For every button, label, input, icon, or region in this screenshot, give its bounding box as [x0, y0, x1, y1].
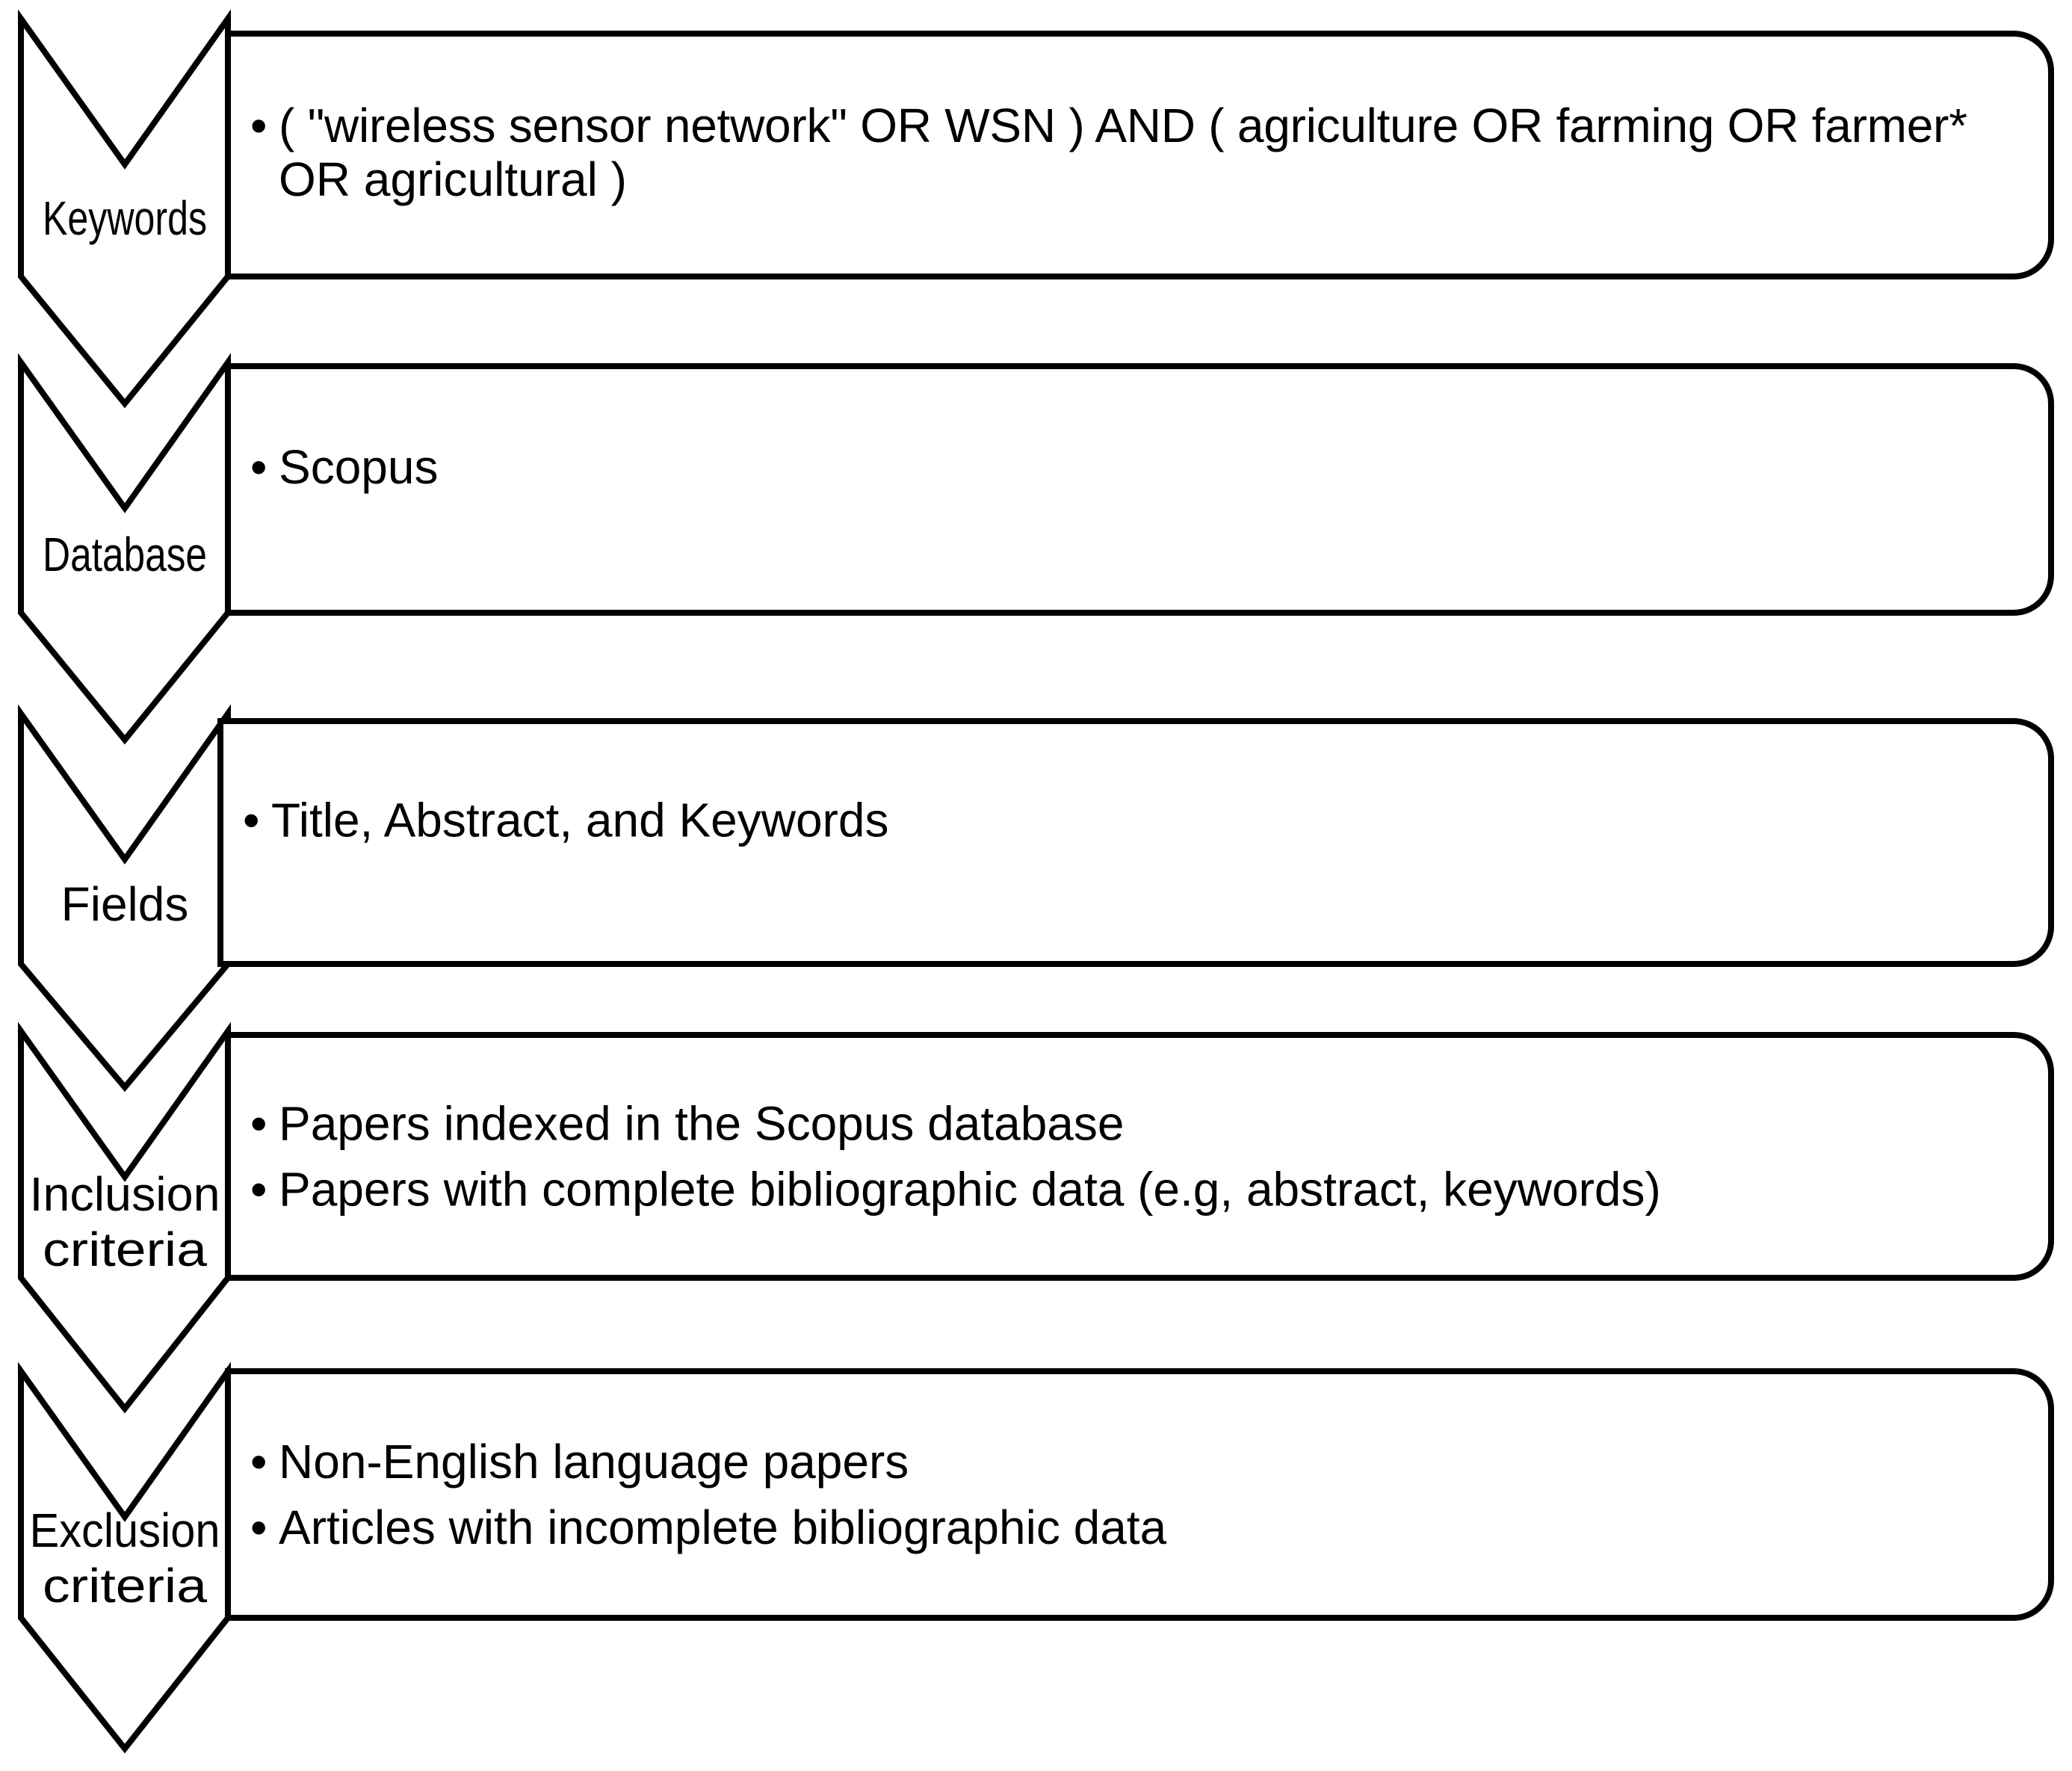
step-label: Database: [43, 528, 207, 581]
step-box: [228, 1371, 2051, 1618]
bullet-text: Articles with incomplete bibliographic data: [279, 1500, 1167, 1554]
bullet-icon: •: [250, 1435, 267, 1489]
step-label: criteria: [43, 1223, 208, 1276]
bullet-text: Title, Abstract, and Keywords: [271, 793, 889, 847]
bullet-text: Papers with complete bibliographic data (e.g, abstract, keywords): [279, 1162, 1661, 1217]
step-label: Inclusion: [29, 1167, 220, 1221]
box-left-edge: [225, 31, 270, 279]
bullet-icon: •: [250, 1162, 267, 1217]
box-layer: [217, 31, 2051, 1621]
step-label: criteria: [43, 1559, 208, 1613]
bullet-icon: •: [243, 793, 260, 847]
bullet-text: OR agricultural ): [279, 152, 627, 206]
chevron-layer: [21, 19, 228, 1749]
bullet-icon: •: [250, 99, 267, 152]
bullet-text: Scopus: [279, 440, 439, 494]
step-label: Keywords: [43, 191, 207, 245]
bullet-icon: •: [250, 1096, 267, 1151]
bullet-text: Papers indexed in the Scopus database: [279, 1096, 1125, 1151]
bullet-text: ( "wireless sensor network" OR WSN ) AND ( agriculture OR farming OR farmer*: [279, 99, 1967, 152]
step-box: [228, 1035, 2051, 1278]
step-label: Exclusion: [29, 1503, 220, 1557]
bullet-text: Non-English language papers: [279, 1435, 909, 1489]
box-left-edge: [225, 1032, 270, 1281]
step-label: Fields: [61, 877, 189, 931]
box-left-edge: [225, 1368, 270, 1621]
bullet-icon: •: [250, 1500, 267, 1554]
step-box: [228, 366, 2051, 613]
bullet-icon: •: [250, 440, 267, 494]
